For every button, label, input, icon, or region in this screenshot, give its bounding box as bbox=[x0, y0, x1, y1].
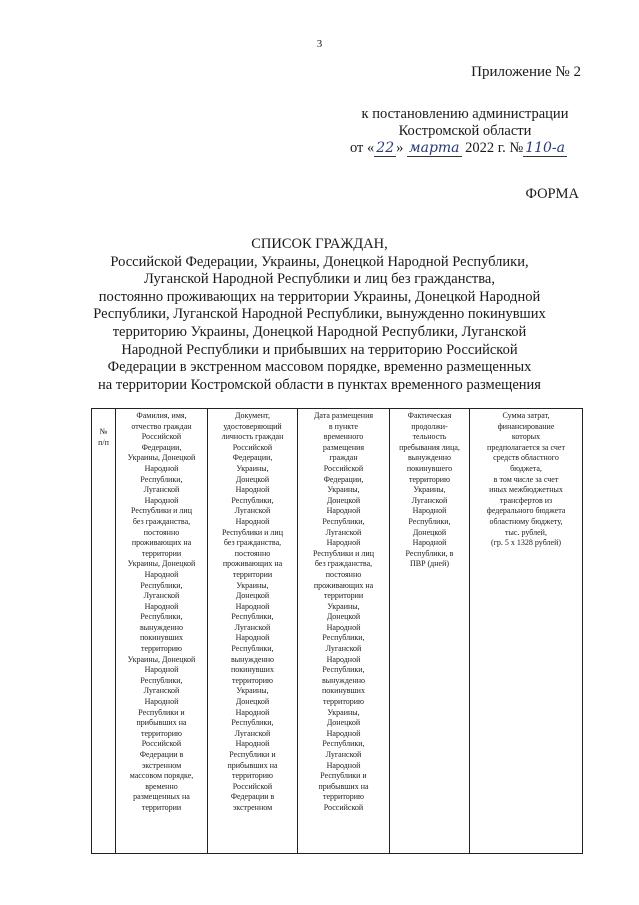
header-cell-line: федерального бюджета bbox=[486, 506, 566, 516]
header-cell-text bbox=[298, 409, 389, 837]
document-title bbox=[0, 236, 639, 394]
header-cell-line: финансирование bbox=[497, 421, 555, 431]
header-cell-line: Луганской bbox=[143, 686, 180, 696]
header-cell-line: размещения bbox=[322, 442, 365, 452]
header-cell-text bbox=[116, 409, 207, 837]
header-cell-line: территорию bbox=[409, 474, 450, 484]
header-cell-line: прибывших на bbox=[136, 718, 187, 728]
header-cell-line: постоянно bbox=[325, 569, 362, 579]
header-cell-line: Народной bbox=[144, 463, 179, 473]
header-cell-line: проживающих на bbox=[131, 538, 192, 548]
header-cell-text bbox=[470, 409, 582, 837]
title-line: Федерации в экстренном массовом порядке, временно размещенных bbox=[107, 359, 532, 376]
header-cell-line: Народной bbox=[235, 516, 270, 526]
header-cell-number bbox=[92, 409, 116, 854]
header-cell-stay-duration bbox=[390, 409, 470, 854]
header-cell-line: Донецкой bbox=[326, 612, 361, 622]
header-cell-line: Федерации в bbox=[230, 792, 275, 802]
header-cell-line: Луганской bbox=[143, 591, 180, 601]
header-cell-line: Республики, bbox=[322, 633, 365, 643]
header-cell-line: Фамилия, имя, bbox=[136, 411, 187, 420]
header-cell-line: вынужденно bbox=[321, 675, 366, 685]
title-line: Народной Республики и прибывших на территорию Российской bbox=[121, 341, 518, 358]
header-cell-line: Украины, bbox=[236, 686, 269, 696]
header-cell-line: в пункте bbox=[328, 421, 359, 431]
header-cell-line: Республики, bbox=[140, 580, 183, 590]
date-prefix: от « bbox=[350, 140, 375, 156]
header-cell-line: покинувших bbox=[322, 686, 365, 696]
header-cell-line: Республики и bbox=[138, 707, 185, 717]
header-cell-line: Народной bbox=[326, 622, 361, 632]
header-cell-line: Народной bbox=[412, 506, 447, 516]
header-cell-line: Украины, Донецкой bbox=[127, 654, 196, 664]
date-quote-close: » bbox=[396, 140, 404, 156]
title-line: территорию Украины, Донецкой Народной Республики, Луганской bbox=[112, 323, 527, 340]
header-cell-line: территорию bbox=[141, 644, 182, 654]
header-cell-line: Донецкой bbox=[235, 697, 270, 707]
header-cell-line: Украины, bbox=[327, 601, 360, 611]
header-cell-line: проживающих на bbox=[222, 559, 283, 569]
header-cell-line: без гражданства, bbox=[223, 538, 282, 548]
header-cell-line: без гражданства, bbox=[132, 516, 191, 526]
header-cell-line: Республики и bbox=[320, 771, 367, 781]
header-cell-line: Республики, bbox=[140, 675, 183, 685]
header-cell-line: Украины, bbox=[236, 463, 269, 473]
decree-reference bbox=[330, 106, 600, 140]
header-cell-text bbox=[92, 409, 115, 853]
header-cell-line: Народной bbox=[144, 601, 179, 611]
header-cell-line: Республики, bbox=[322, 516, 365, 526]
header-cell-line: Народной bbox=[235, 485, 270, 495]
header-cell-line: Украины, Донецкой bbox=[127, 453, 196, 463]
header-cell-line: вынужденно bbox=[407, 453, 452, 463]
title-line: Республики, Луганской Народной Республики, вынужденно покинувших bbox=[93, 306, 546, 323]
date-year: 2022 г. № bbox=[465, 140, 524, 156]
header-cell-line: временно bbox=[145, 781, 178, 791]
header-cell-line: Луганской bbox=[234, 506, 271, 516]
header-cell-line: Донецкой bbox=[326, 495, 361, 505]
header-cell-line: территории bbox=[232, 569, 273, 579]
header-cell-line: Народной bbox=[144, 697, 179, 707]
handwritten-decree-number: 110-а bbox=[525, 140, 565, 156]
header-cell-text bbox=[208, 409, 297, 837]
table-header-row bbox=[92, 409, 583, 854]
header-cell-line: Республики, bbox=[231, 612, 274, 622]
header-cell-line: Республики и лиц bbox=[313, 548, 374, 558]
header-cell-line: областному бюджету, bbox=[489, 516, 563, 526]
header-cell-line: Донецкой bbox=[412, 527, 447, 537]
header-cell-line: Российской bbox=[323, 463, 364, 473]
page-number: 3 bbox=[316, 38, 323, 50]
header-cell-line: трансфертов из bbox=[499, 495, 553, 505]
header-cell-line: Республики, bbox=[140, 474, 183, 484]
header-cell-line: Народной bbox=[144, 495, 179, 505]
header-cell-line: Луганской bbox=[325, 527, 362, 537]
header-cell-line: Народной bbox=[326, 538, 361, 548]
title-line: постоянно проживающих на территории Украины, Донецкой Народной bbox=[98, 288, 541, 305]
decree-date bbox=[350, 140, 567, 157]
header-cell-line: Российской bbox=[141, 739, 182, 749]
header-cell-line: вынужденно bbox=[230, 654, 275, 664]
header-cell-line: тыс. рублей, bbox=[505, 527, 547, 537]
header-cell-line: ПВР (дней) bbox=[409, 559, 450, 569]
header-cell-line: Документ, bbox=[235, 411, 270, 420]
header-cell-line: Фактическая bbox=[407, 411, 452, 420]
header-cell-line: Народной bbox=[326, 728, 361, 738]
header-cell-line: пребывания лица, bbox=[399, 442, 460, 452]
header-cell-line: Федерации, bbox=[323, 474, 364, 484]
header-cell-line: Республики и лиц bbox=[131, 506, 192, 516]
header-cell-line: Народной bbox=[144, 665, 179, 675]
header-cell-line: бюджета, bbox=[510, 463, 542, 473]
header-cell-line: покинувшего bbox=[406, 463, 453, 473]
header-cell-line: временного bbox=[323, 432, 364, 442]
header-cell-line: Луганской bbox=[234, 728, 271, 738]
header-cell-line: Республики и bbox=[229, 750, 276, 759]
header-cell-line: прибывших на bbox=[227, 760, 278, 770]
header-cell-line: покинувших bbox=[140, 633, 183, 643]
title-line: СПИСОК ГРАЖДАН, bbox=[251, 236, 388, 252]
header-cell-line: Донецкой bbox=[235, 474, 270, 484]
header-cell-line: экстренном bbox=[141, 760, 182, 770]
appendix-label: Приложение № 2 bbox=[471, 64, 581, 80]
header-cell-line: Федерации, bbox=[232, 453, 273, 463]
header-cell-placement-date bbox=[298, 409, 390, 854]
header-cell-line: прибывших на bbox=[318, 781, 369, 791]
header-cell-line: граждан bbox=[329, 453, 358, 463]
header-cell-line: п/п bbox=[98, 437, 109, 447]
header-cell-line: вынужденно bbox=[139, 622, 184, 632]
header-cell-line: Республики, bbox=[231, 718, 274, 728]
header-cell-line: личность граждан bbox=[221, 432, 284, 442]
header-cell-line: Республики, bbox=[231, 495, 274, 505]
header-cell-line: Украины, bbox=[327, 485, 360, 495]
header-cell-line: Российской bbox=[232, 442, 273, 452]
header-cell-line: территорию bbox=[323, 792, 364, 802]
header-cell-line: в том числе за счет bbox=[493, 474, 559, 484]
header-cell-line: Украины, Донецкой bbox=[127, 559, 196, 569]
header-cell-line: размещенных на bbox=[133, 792, 190, 802]
header-cell-line: Российской bbox=[232, 781, 273, 791]
header-cell-line: которых bbox=[511, 432, 541, 442]
header-cell-identity-document bbox=[208, 409, 298, 854]
decree-reference-line: к постановлению администрации bbox=[361, 106, 569, 122]
form-label: ФОРМА bbox=[525, 186, 579, 202]
header-cell-line: Народной bbox=[326, 506, 361, 516]
header-cell-line: Сумма затрат, bbox=[502, 411, 550, 420]
header-cell-line: Республики, bbox=[408, 516, 451, 526]
header-cell-line: Республики, bbox=[322, 739, 365, 749]
header-cell-line: проживающих на bbox=[313, 580, 374, 590]
handwritten-day: 22 bbox=[376, 140, 395, 156]
header-cell-line: предполагается за счет bbox=[487, 442, 565, 452]
header-cell-line: территорию bbox=[323, 697, 364, 707]
header-cell-full-name bbox=[116, 409, 208, 854]
header-cell-line: Народной bbox=[235, 633, 270, 643]
header-cell-line: Луганской bbox=[325, 750, 362, 759]
header-cell-line: Народной bbox=[235, 739, 270, 749]
header-cell-line: средств областного bbox=[493, 453, 559, 463]
header-cell-line: постоянно bbox=[234, 548, 271, 558]
header-cell-line: Народной bbox=[326, 760, 361, 770]
header-cell-line: Украины, bbox=[413, 485, 446, 495]
header-cell-line: Федерации, bbox=[141, 442, 182, 452]
header-cell-line: территории bbox=[323, 591, 364, 601]
header-cell-line: иных межбюджетных bbox=[489, 485, 563, 495]
title-line: на территории Костромской области в пунктах временного размещения bbox=[98, 376, 541, 393]
header-cell-line: Республики, в bbox=[405, 548, 454, 558]
header-cell-expense-sum bbox=[470, 409, 583, 854]
header-cell-line: тельность bbox=[412, 432, 447, 442]
header-cell-line: (гр. 5 х 1328 рублей) bbox=[490, 538, 562, 548]
header-cell-line: покинувших bbox=[231, 665, 274, 675]
header-cell-line: Донецкой bbox=[235, 591, 270, 601]
header-cell-line: продолжи- bbox=[411, 421, 448, 431]
header-cell-line: Народной bbox=[412, 538, 447, 548]
handwritten-month: марта bbox=[408, 140, 460, 156]
title-line: Луганской Народной Республики и лиц без гражданства, bbox=[143, 271, 495, 288]
header-cell-line: Народной bbox=[235, 601, 270, 611]
header-cell-line: массовом порядке, bbox=[129, 771, 194, 781]
header-cell-text bbox=[390, 409, 469, 837]
header-cell-line: Донецкой bbox=[326, 718, 361, 728]
header-cell-line: Республики, bbox=[322, 665, 365, 675]
header-cell-line: территорию bbox=[141, 728, 182, 738]
header-cell-line: экстренном bbox=[232, 802, 273, 812]
header-cell-line: Луганской bbox=[325, 644, 362, 654]
header-cell-line: № bbox=[99, 427, 108, 436]
header-cell-line: Российской bbox=[323, 802, 364, 812]
header-cell-line: территорию bbox=[232, 675, 273, 685]
header-cell-line: постоянно bbox=[143, 527, 180, 537]
header-cell-line: Луганской bbox=[234, 622, 271, 632]
header-cell-line: территории bbox=[141, 548, 182, 558]
header-cell-line: Украины, bbox=[236, 580, 269, 590]
header-cell-line: Дата размещения bbox=[313, 411, 374, 420]
header-cell-line: территорию bbox=[232, 771, 273, 781]
header-cell-line: Республики и лиц bbox=[222, 527, 283, 537]
header-cell-line: без гражданства, bbox=[314, 559, 373, 569]
header-cell-line: Луганской bbox=[411, 495, 448, 505]
header-cell-line: Федерации в bbox=[139, 750, 184, 759]
decree-reference-line: Костромской области bbox=[398, 123, 532, 139]
header-cell-line: Украины, bbox=[327, 707, 360, 717]
header-cell-line: Республики, bbox=[231, 644, 274, 654]
header-cell-line: территории bbox=[141, 802, 182, 812]
title-line: Российской Федерации, Украины, Донецкой Народной Республики, bbox=[110, 253, 529, 270]
header-cell-line: Народной bbox=[326, 654, 361, 664]
header-cell-line: Российской bbox=[141, 432, 182, 442]
header-cell-line: Народной bbox=[235, 707, 270, 717]
header-cell-line: отчество граждан bbox=[131, 421, 192, 431]
header-cell-line: удостоверяющий bbox=[223, 421, 282, 431]
header-cell-line: Луганской bbox=[143, 485, 180, 495]
header-cell-line: Республики, bbox=[140, 612, 183, 622]
citizens-table bbox=[91, 408, 583, 854]
header-cell-line: Народной bbox=[144, 569, 179, 579]
